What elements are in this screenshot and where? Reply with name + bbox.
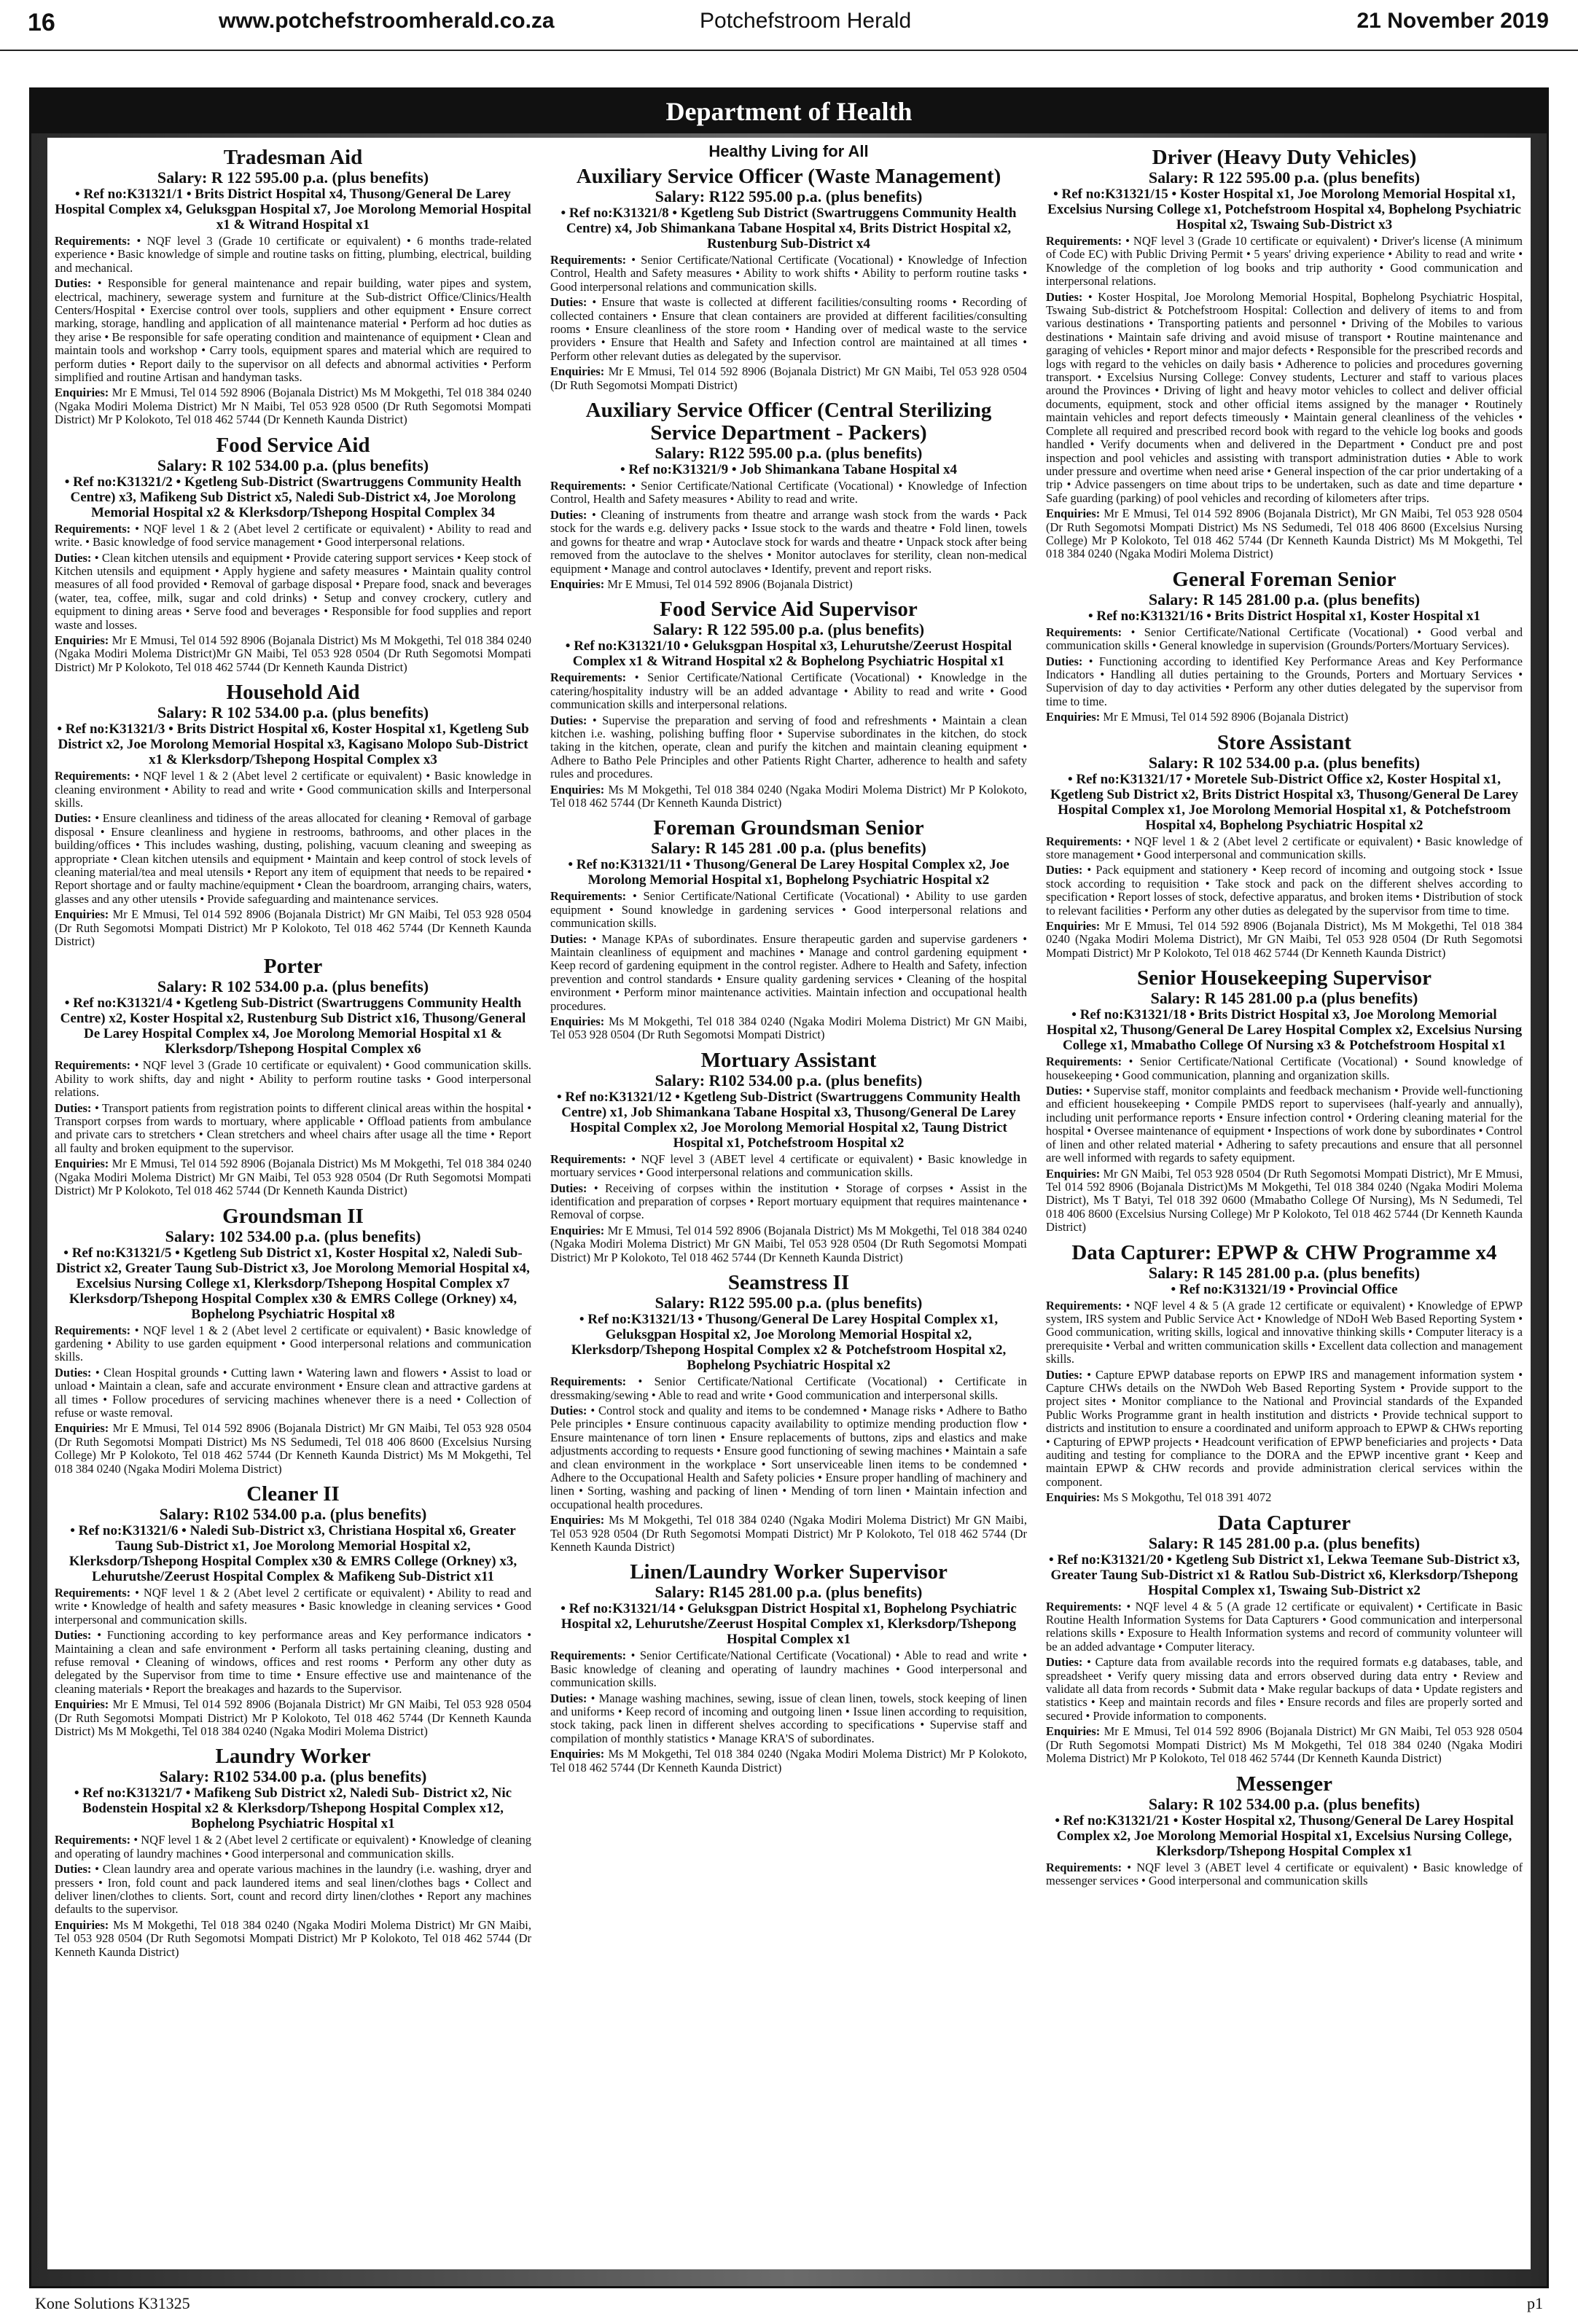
job-requirements bbox=[55, 770, 531, 810]
job-duties-label: Duties: bbox=[550, 1403, 591, 1417]
job-title: Data Capturer bbox=[1217, 1511, 1351, 1535]
job-reference: • Ref no:K31321/13 • Thusong/General De Larey Hospital Complex x1, Geluksgpan Hospital x2, Joe Morolong Memorial Hospital x2, Klerksdorp/Tshepong Hospital Complex x2 & Potchefstroom Hospital x2, Bophelong Psychiatric Hospital x2 bbox=[571, 1312, 1007, 1374]
job-enquiries-label: Enquiries: bbox=[550, 576, 608, 591]
job-duties-text: • Transport patients from registration points to different clinical areas within the hospital • Transport corpses from wards to mortuary, where applicable • Offload patients from ambulance and private cars to stretchers • Clean stretchers and wheel chairs after usage all the time • Report all faulty and broken equipment to the supervisor. bbox=[55, 1100, 531, 1155]
job-enquiries-label: Enquiries: bbox=[550, 1014, 609, 1029]
job-reference: • Ref no:K31321/1 • Brits District Hospital x4, Thusong/General De Larey Hospital Complex x4, Geluksgpan Hospital x7, Joe Morolong Memorial Hospital x1 & Witrand Hospital x1 bbox=[55, 187, 531, 232]
job-requirements bbox=[1046, 835, 1523, 862]
job-enquiries-label: Enquiries: bbox=[1046, 1166, 1104, 1181]
job-enquiries-text: Ms M Mokgethi, Tel 018 384 0240 (Ngaka Modiri Molema District) Mr GN Maibi, Tel 053 928 0504 (Dr Ruth Segomotsi Mompati District) Mr P Kolokoto, Tel 018 462 5744 (Dr Kenneth Kaunda District) bbox=[55, 1917, 531, 1959]
job-duties-label: Duties: bbox=[1046, 1084, 1086, 1098]
job-requirements bbox=[55, 523, 531, 549]
job-duties bbox=[1046, 655, 1523, 709]
job-title: Laundry Worker bbox=[215, 1745, 371, 1769]
job-requirements-text: • Senior Certificate/National Certificate (Vocational) • Knowledge of Infection Control, Health and Safety measures • Ability to read and write. bbox=[550, 479, 1027, 506]
job-duties-text: • Control stock and quality and items to be condemned • Manage risks • Adhere to Batho Pele principles • Ensure continuous capacity availability to optimize mending production flow • Ensure maintenance of torn linen • Ensure replacements of buttons, zips and elastics and make adjustments according to requests • Ensure good functioning of sewing machines • Maintain a safe and clean environment in the workplace • Sort unserviceable linen items to be condemned • Adhere to the Occupational Health and Safety policies • Ensure proper handling of machinery and linen • Sorting, washing and packing of linen • Mending of torn linen • Maintain infection and occupational health procedures. bbox=[550, 1403, 1027, 1511]
column-1 bbox=[55, 142, 531, 2264]
job-enquiries-text: Mr E Mmusi, Tel 014 592 8906 (Bojanala District), Ms M Mokgethi, Tel 018 384 0240 (Ngaka Modiri Molema District), Mr GN Maibi, Tel 053 928 0504 (Dr Ruth Segomotsi Mompati District) Mr P Kolokoto, Tel 018 462 5744 (Dr Kenneth Kaunda District) bbox=[1046, 919, 1523, 960]
job-reference: • Ref no:K31321/20 • Kgetleng Sub District x1, Lekwa Teemane Sub-District x3, Greater Taung Sub-District x1 & Ratlou Sub-District x6, Klerksdorp/Tshepong Hospital Complex x1, Tswaing Sub-District x2 bbox=[1048, 1552, 1520, 1598]
job-requirements-label: Requirements: bbox=[55, 521, 136, 536]
job-listing bbox=[550, 1272, 1027, 1554]
job-enquiries-label: Enquiries: bbox=[550, 1747, 609, 1761]
job-requirements bbox=[550, 1649, 1027, 1689]
job-duties bbox=[1046, 1656, 1523, 1723]
job-reference: • Ref no:K31321/7 • Mafikeng Sub District x2, Naledi Sub- District x2, Nic Bodenstein Hospital x2 & Klerksdorp/Tshepong Hospital Complex x12, Bophelong Psychiatric Hospital x1 bbox=[74, 1785, 512, 1832]
job-reference: • Ref no:K31321/4 • Kgetleng Sub-District (Swartruggens Community Health Centre) x2, Koster Hospital x2, Rustenburg Sub District x16, Thusong/General De Larey Hospital Complex x4, Joe Morolong Memorial Hospital x1 & Klerksdorp/Tshepong Hospital Complex x6 bbox=[60, 995, 526, 1057]
job-enquiries-text: Mr E Mmusi, Tel 014 592 8906 (Bojanala District) Ms M Mokgethi, Tel 018 384 0240 (Ngaka Modiri Molema District) Mr GN Maibi, Tel 053 928 0504 (Dr Ruth Segomotsi Mompati District) Mr P Kolokoto, Tel 018 462 5744 (Dr Kenneth Kaunda District) bbox=[55, 1157, 531, 1198]
job-enquiries-label: Enquiries: bbox=[1046, 919, 1105, 934]
job-requirements-text: • Senior Certificate/National Certificate (Vocational) • Good verbal and communication skills • General knowledge in supervision (Grounds/Porters/Mortuary Services). bbox=[1046, 625, 1523, 653]
job-requirements-text: • NQF level 1 & 2 (Abet level 2 certificate or equivalent) • Basic knowledge in cleaning environment • Ability to read and write • Good communication skills and Interpersonal skills. bbox=[55, 769, 531, 810]
job-listing bbox=[550, 1561, 1027, 1775]
job-duties bbox=[1046, 864, 1523, 918]
job-requirements-text: • NQF level 3 (Grade 10 certificate or equivalent) • Good communication skills. Ability to work shifts, day and night • Ability to perform routine tasks • Good interpersonal relations. bbox=[55, 1058, 531, 1100]
job-salary: Salary: R122 595.00 p.a. (plus benefits) bbox=[655, 1294, 923, 1312]
job-title: Auxiliary Service Officer (Central Sterilizing Service Department - Packers) bbox=[585, 399, 992, 445]
job-enquiries-text: Ms M Mokgethi, Tel 018 384 0240 (Ngaka Modiri Molema District) Mr GN Maibi, Tel 053 928 0504 (Dr Ruth Segomotsi Mompati District) Mr P Kolokoto, Tel 018 462 5744 (Dr Kenneth Kaunda District) bbox=[550, 1513, 1027, 1554]
job-requirements-text: • Senior Certificate/National Certificate (Vocational) • Sound knowledge of housekeeping • Good communication, planning and organization skills. bbox=[1046, 1055, 1523, 1082]
job-enquiries bbox=[1046, 1167, 1523, 1235]
job-enquiries-text: Mr E Mmusi, Tel 014 592 8906 (Bojanala District) bbox=[607, 576, 853, 591]
job-enquiries-text: Mr E Mmusi, Tel 014 592 8906 (Bojanala District) bbox=[1103, 710, 1348, 724]
job-duties bbox=[55, 1863, 531, 1917]
job-enquiries-text: Ms M Mokgethi, Tel 018 384 0240 (Ngaka Modiri Molema District) Mr GN Maibi, Tel 053 928 0504 (Dr Ruth Segomotsi Mompati District) bbox=[550, 1014, 1027, 1042]
job-requirements-label: Requirements: bbox=[550, 479, 632, 493]
job-title: General Foreman Senior bbox=[1172, 567, 1397, 591]
job-salary: Salary: R 145 281.00 p.a. (plus benefits) bbox=[1148, 1263, 1421, 1282]
job-salary: Salary: R 102 534.00 p.a. (plus benefits) bbox=[157, 455, 429, 474]
job-salary: Salary: R122 595.00 p.a. (plus benefits) bbox=[655, 444, 923, 463]
job-duties bbox=[550, 296, 1027, 363]
job-requirements-label: Requirements: bbox=[55, 1058, 135, 1073]
job-requirements bbox=[1046, 1600, 1523, 1654]
job-title: Seamstress II bbox=[727, 1271, 850, 1295]
job-requirements-label: Requirements: bbox=[550, 1151, 632, 1166]
job-reference: • Ref no:K31321/17 • Moretele Sub-District Office x2, Koster Hospital x1, Kgetleng Sub District x2, Brits District Hospital x3, Thusong/General De Larey Hospital Complex x1, Joe Morolong Memorial Hospital x1, & Potchefstroom Hospital x4, Bophelong Psychiatric Hospital x2 bbox=[1050, 771, 1519, 833]
job-duties bbox=[55, 812, 531, 906]
job-enquiries-label: Enquiries: bbox=[1046, 506, 1104, 521]
agency-credit: Kone Solutions K31325 bbox=[35, 2294, 190, 2312]
job-requirements-text: • NQF level 1 & 2 (Abet level 2 certificate or equivalent) • Basic knowledge of store management • Good interpersonal and communication skills. bbox=[1046, 834, 1523, 861]
job-enquiries-label: Enquiries: bbox=[55, 1697, 113, 1712]
job-listing bbox=[55, 1483, 531, 1738]
job-reference: • Ref no:K31321/18 • Brits District Hospital x3, Joe Morolong Memorial Hospital x2, Thusong/General De Larey Hospital Complex x2, Excelsius Nursing College x1, Mmabatho College Of Nursing x3 & Potchefstroom Hospital x1 bbox=[1046, 1007, 1523, 1054]
job-enquiries-label: Enquiries: bbox=[55, 907, 113, 922]
job-title: Food Service Aid bbox=[216, 433, 370, 457]
job-duties-text: • Supervise staff, monitor complaints and feedback mechanism • Provide well-functioning and efficient housekeeping • Compile PMDS report to supervisees (half-yearly and annually), including unit performance reports • Ensure infection control • Ordering cleaning material for the hospital • Oversee maintenance of equipment • Inspections of work done by subordinates • Control of linen and other related material • Adhering to safety precautions and ensure that all personnel are well informed with regards to safety equipment. bbox=[1046, 1084, 1523, 1165]
job-duties-label: Duties: bbox=[550, 1181, 594, 1195]
job-enquiries bbox=[55, 1422, 531, 1476]
job-title: Data Capturer: EPWP & CHW Programme x4 bbox=[1071, 1240, 1497, 1264]
job-enquiries-label: Enquiries: bbox=[55, 386, 112, 400]
job-requirements-label: Requirements: bbox=[1046, 834, 1126, 848]
job-enquiries bbox=[1046, 1725, 1523, 1765]
website-url[interactable]: www.potchefstroomherald.co.za bbox=[219, 9, 555, 33]
job-requirements bbox=[55, 1059, 531, 1099]
job-salary: Salary: R145 281.00 p.a. (plus benefits) bbox=[655, 1583, 923, 1602]
job-reference: • Ref no:K31321/14 • Geluksgpan District Hospital x1, Bophelong Psychiatric Hospital x2, Lehurutshe/Zeerust Hospital Complex x1, Klerksdorp/Tshepong Hospital Complex x1 bbox=[560, 1601, 1017, 1648]
job-salary: Salary: R 145 281 .00 p.a. (plus benefits) bbox=[651, 839, 926, 858]
job-duties-text: • Supervise the preparation and serving of food and refreshments • Maintain a clean kitchen i.e. washing, polishing buffing floor • Supervise subordinates in the kitchen, do stock taking in the kitchen, operate, clean and purify the kitchen and maintain cleaning equipment • Adhere to Batho Pele Principles and other Patients Right Charter, adherence to health and safety rules and procedures. bbox=[550, 713, 1027, 781]
job-duties-label: Duties: bbox=[55, 1628, 98, 1643]
job-enquiries-label: Enquiries: bbox=[1046, 1724, 1104, 1739]
job-title: Messenger bbox=[1235, 1772, 1333, 1796]
job-salary: Salary: R 102 534.00 p.a. (plus benefits) bbox=[1148, 1794, 1421, 1813]
job-reference: • Ref no:K31321/6 • Naledi Sub-District x3, Christiana Hospital x6, Greater Taung Sub-District x1, Joe Morolong Memorial Hospital x2, Klerksdorp/Tshepong Hospital Complex x30 & EMRS College (Orkney) x3, Lehurutshe/Zeerust Hospital Complex & Mafikeng Sub-District x11 bbox=[69, 1522, 517, 1584]
job-duties-text: • Ensure cleanliness and tidiness of the areas allocated for cleaning • Removal of garbage disposal • Ensure cleanliness and hygiene in restrooms, bathrooms, and other places in the building/offices • This includes washing, dusting, polishing, vacuum cleaning and sweeping as appropriate • Clean kitchen utensils and equipment • Maintain and keep control of stock levels of cleaning material/tea and meal utensils • Report any item of equipment that needs to be repaired • Report shortage and or faulty machine/equipment • Clean the boardroom, arranging chairs, waters, glasses and any other utensils • Provide safeguarding and maintenance services. bbox=[55, 811, 531, 906]
job-salary: Salary: R 122 595.00 p.a. (plus benefits) bbox=[652, 620, 925, 639]
job-duties-text: • Ensure that waste is collected at different facilities/consulting rooms • Recording of collected containers • Ensure that clean containers are provided at different facilities/consulting rooms • Ensure cleanliness of the store room • Handing over of medical waste to the service providers • Ensure that Health and Safety and Infection control are maintained at all times • Perform other relevant duties as delegated by the supervisor. bbox=[550, 295, 1027, 363]
job-requirements-text: • NQF level 3 (ABET level 4 certificate or equivalent) • Basic knowledge of messenger services • Good interpersonal and communication skills bbox=[1046, 1860, 1523, 1887]
job-enquiries bbox=[55, 386, 531, 426]
job-enquiries bbox=[550, 1514, 1027, 1554]
job-enquiries-text: Mr E Mmusi, Tel 014 592 8906 (Bojanala District) Mr GN Maibi, Tel 053 928 0504 (Dr Ruth Segomotsi Mompati District) Mr P Kolokoto, Tel 018 462 5744 (Dr Kenneth Kaunda District) Ms M Mokgethi, Tel 018 384 0240 (Ngaka Modiri Molema District) bbox=[55, 1697, 531, 1739]
job-duties-text: • Manage washing machines, sewing, issue of clean linen, towels, stock keeping of linen and uniforms • Keep record of incoming and outgoing linen • Issue linen according to requisition, stock taking, pack linen in different shelves according to specifications • Supervise staff and compilation of monthly statistics • Manage KRA'S of subordinates. bbox=[550, 1691, 1027, 1745]
job-requirements bbox=[55, 1324, 531, 1364]
job-listing bbox=[1046, 146, 1523, 561]
job-title: Senior Housekeeping Supervisor bbox=[1137, 966, 1431, 990]
job-title: Store Assistant bbox=[1217, 730, 1351, 754]
job-title: Porter bbox=[263, 955, 323, 979]
page-marker: p1 bbox=[1527, 2294, 1543, 2312]
job-listing bbox=[550, 165, 1027, 392]
job-duties-label: Duties: bbox=[550, 507, 593, 522]
job-duties bbox=[55, 1629, 531, 1696]
job-listing bbox=[55, 1745, 531, 1959]
job-duties-label: Duties: bbox=[1046, 1655, 1087, 1670]
job-duties-text: • Clean Hospital grounds • Cutting lawn • Watering lawn and flowers • Assist to load or unload • Maintain a clean, safe and accurate environment • Ensure clean and attractive gardens at all times • Follow procedures of servicing machines whenever there is a need • Collection of refuse or waste removal. bbox=[55, 1365, 531, 1420]
job-title: Mortuary Assistant bbox=[700, 1048, 877, 1072]
job-duties-label: Duties: bbox=[1046, 863, 1087, 877]
issue-date: 21 November 2019 bbox=[1356, 9, 1549, 33]
job-duties-label: Duties: bbox=[55, 550, 95, 565]
job-reference: • Ref no:K31321/2 • Kgetleng Sub-District (Swartruggens Community Health Centre) x3, Mafikeng Sub District x5, Naledi Sub-District x4, Joe Morolong Memorial Hospital x2 & Klerksdorp/Tshepong Hospital Complex 34 bbox=[64, 474, 522, 520]
job-enquiries-text: Mr E Mmusi, Tel 014 592 8906 (Bojanala District) Mr GN Maibi, Tel 053 928 0504 (Dr Ruth Segomotsi Mompati District) bbox=[550, 364, 1027, 392]
page-footer bbox=[29, 2288, 1549, 2317]
job-requirements bbox=[1046, 235, 1523, 289]
page-masthead bbox=[0, 0, 1578, 51]
job-duties-label: Duties: bbox=[550, 1691, 591, 1705]
job-listing bbox=[550, 598, 1027, 810]
job-requirements-label: Requirements: bbox=[550, 670, 635, 685]
job-requirements-label: Requirements: bbox=[55, 1323, 135, 1337]
job-enquiries-text: Ms M Mokgethi, Tel 018 384 0240 (Ngaka Modiri Molema District) Mr P Kolokoto, Tel 018 462 5744 (Dr Kenneth Kaunda District) bbox=[550, 782, 1027, 810]
job-requirements bbox=[550, 890, 1027, 930]
job-requirements bbox=[55, 1586, 531, 1627]
department-banner: Department of Health bbox=[31, 90, 1547, 133]
job-duties-label: Duties: bbox=[55, 1365, 95, 1380]
job-duties-label: Duties: bbox=[550, 713, 593, 727]
job-requirements-label: Requirements: bbox=[550, 253, 632, 267]
job-requirements-label: Requirements: bbox=[55, 234, 137, 248]
job-duties bbox=[55, 277, 531, 384]
job-enquiries-label: Enquiries: bbox=[55, 1157, 112, 1171]
job-title: Tradesman Aid bbox=[223, 146, 363, 169]
job-enquiries bbox=[550, 578, 1027, 591]
job-listing bbox=[1046, 967, 1523, 1234]
job-requirements bbox=[550, 1153, 1027, 1180]
job-requirements-text: • Senior Certificate/National Certificate (Vocational) • Ability to use garden equipment • Sound knowledge in gardening services • Good interpersonal relations and communication skills. bbox=[550, 889, 1027, 931]
job-reference: • Ref no:K31321/19 • Provincial Office bbox=[1171, 1281, 1398, 1297]
job-duties-text: • Capture EPWP database reports on EPWP IRS and management information system • Capture CHWs details on the NWDoh Web Based Reporting System • Provide support to the project sites • Monitor compliance to the National and Provincial standards of the Expanded Public Works Programme grant in health institution and districts • Provide technical support to districts and institution to ensure a coordinated and uniform approach to EPWP & CHWs reporting • Capturing of EPWP projects • Headcount verification of EPWP beneficiaries and projects • Data auditing and testing for compliance to the DORA and the EPWP incentive grant • Keep and maintain EPWP & CHW records and provide administration clerical services within the component. bbox=[1046, 1367, 1523, 1489]
job-salary: Salary: R102 534.00 p.a. (plus benefits) bbox=[655, 1071, 923, 1089]
job-duties bbox=[550, 1182, 1027, 1222]
job-listing bbox=[1046, 732, 1523, 960]
job-duties bbox=[1046, 1369, 1523, 1490]
job-duties-label: Duties: bbox=[550, 295, 593, 310]
job-requirements-text: • Senior Certificate/National Certificate (Vocational) • Knowledge of Infection Control, Health and Safety measures • Ability to work shifts • Ability to perform routine tasks • Good interpersonal relations and communication skills. bbox=[550, 253, 1027, 294]
job-duties-text: • Clean laundry area and operate various machines in the laundry (i.e. washing, dryer and pressers • Iron, fold count and pack laundered items and seal linen/clothes bags • Collect and deliver linen/clothes to clients. Sort, count and record dirty linen/clothes • Report any machines defaults to the supervisor. bbox=[55, 1862, 531, 1917]
job-enquiries bbox=[550, 1224, 1027, 1264]
job-enquiries-label: Enquiries: bbox=[550, 1513, 609, 1527]
job-duties-label: Duties: bbox=[55, 276, 98, 291]
job-listing bbox=[55, 434, 531, 674]
job-duties-label: Duties: bbox=[1046, 654, 1089, 668]
job-title: Cleaner II bbox=[246, 1482, 340, 1506]
job-requirements-text: • Senior Certificate/National Certificate (Vocational) • Knowledge in the catering/hospitality industry will be an added advantage • Ability to read and write • Good communication skills and interpersonal relations. bbox=[550, 670, 1027, 712]
job-title: Driver (Heavy Duty Vehicles) bbox=[1152, 146, 1417, 169]
job-reference: • Ref no:K31321/9 • Job Shimankana Tabane Hospital x4 bbox=[620, 462, 958, 478]
job-enquiries bbox=[55, 634, 531, 674]
job-requirements-label: Requirements: bbox=[55, 769, 135, 783]
job-title: Household Aid bbox=[226, 681, 360, 705]
job-listing bbox=[550, 817, 1027, 1041]
job-reference: • Ref no:K31321/10 • Geluksgpan Hospital x3, Lehurutshe/Zeerust Hospital Complex x1 & Witrand Hospital x2 & Bophelong Psychiatric Hospital x1 bbox=[565, 638, 1012, 670]
job-enquiries-label: Enquiries: bbox=[550, 1223, 608, 1237]
job-requirements-text: • NQF level 3 (ABET level 4 certificate or equivalent) • Basic knowledge in mortuary services • Good interpersonal relations and communication skills. bbox=[550, 1151, 1027, 1180]
job-salary: Salary: R 102 534.00 p.a. (plus benefits) bbox=[157, 977, 429, 996]
job-enquiries-text: Mr GN Maibi, Tel 053 928 0504 (Dr Ruth Segomotsi Mompati District), Mr E Mmusi, Tel 014 592 8906 (Bojanala District)Ms M Mokgethi, Tel 018 384 0240 (Ngaka Modiri Molema District), Ms T Batyi, Tel 018 392 0600 (Mmabatho College Of Nursing), Ms N Sedumedi, Tel 018 406 8600 (Excelsius Nursing College) Mr P Kolokoto, Tel 018 462 5744 (Dr Kenneth Kaunda District) bbox=[1046, 1166, 1523, 1235]
job-salary: Salary: R 122 595.00 p.a. (plus benefits) bbox=[1148, 168, 1421, 187]
job-requirements-text: • NQF level 3 (Grade 10 certificate or equivalent) • 6 months trade-related experience • Basic knowledge of simple and routine tasks on fitting, plumbing, electrical, building and mechanical. bbox=[55, 234, 531, 275]
job-reference: • Ref no:K31321/21 • Koster Hospital x2, Thusong/General De Larey Hospital Complex x2, Joe Morolong Memorial Hospital x1, Excelsius Nursing College, Klerksdorp/Tshepong Hospital Complex x1 bbox=[1055, 1812, 1514, 1859]
job-duties-text: • Pack equipment and stationery • Keep record of incoming and outgoing stock • Issue stock according to requisition • Take stock and pack on the different shelves according to specification • Report losses of stock, defective apparatus, and broken items • Distribution of stock to relevant facilities • Perform any other duties as delegated by the supervisor from time to time. bbox=[1046, 863, 1523, 918]
job-duties-text: • Manage KPAs of subordinates. Ensure therapeutic garden and supervise gardeners • Maintain cleanliness of equipment and machines • Manage and control gardening equipment • Keep record of gardening equipment in the control register. Adhere to Health and Safety, infection prevention and control standards • Ensure quality gardening services • Cleaning of the hospital environment • Perform minor maintenance activities. Maintain infection and occupational health procedures. bbox=[550, 931, 1027, 1013]
job-title: Linen/Laundry Worker Supervisor bbox=[630, 1560, 948, 1584]
job-requirements-text: • NQF level 1 & 2 (Abet level 2 certificate or equivalent) • Knowledge of cleaning and operating of laundry machines • Good interpersonal and communication skills. bbox=[55, 1833, 531, 1861]
job-enquiries bbox=[1046, 711, 1523, 724]
job-listing bbox=[55, 1205, 531, 1476]
job-duties-text: • Responsible for general maintenance and repair building, water pipes and system, electrical, machinery, sewerage system and furniture at the Sub-district Office/Clinics/Health Centers/Hospital • Exercise control over tools, suppliers and other equipment • Ensure correct marking, storage, handling and application of all maintenance material • Perform ad hoc duties as they arise • Be responsible for safe operating condition and maintenance of equipment • Clean and maintain tools and workshop • Carry tools, equipment spares and material which are required to perform duties • Report daily to the supervisor on all defects and abnormal activities • Perform simplified and routine Artisan and handyman tasks. bbox=[55, 276, 531, 385]
job-enquiries bbox=[1046, 920, 1523, 960]
job-duties-label: Duties: bbox=[55, 1862, 95, 1877]
job-enquiries-text: Ms S Mokgothu, Tel 018 391 4072 bbox=[1103, 1490, 1272, 1505]
job-title: Auxiliary Service Officer (Waste Management) bbox=[576, 165, 1001, 188]
job-duties bbox=[550, 1404, 1027, 1511]
job-listing bbox=[1046, 568, 1523, 724]
job-salary: Salary: R122 595.00 p.a. (plus benefits) bbox=[655, 187, 923, 206]
job-duties-label: Duties: bbox=[55, 811, 95, 826]
job-requirements-text: • NQF level 1 & 2 (Abet level 2 certificate or equivalent) • Ability to read and write. • Basic knowledge of food service management • Good interpersonal relations. bbox=[55, 521, 531, 549]
job-salary: Salary: R 145 281.00 p.a. (plus benefits) bbox=[1148, 590, 1421, 609]
job-requirements bbox=[1046, 1055, 1523, 1082]
job-duties bbox=[55, 552, 531, 632]
job-enquiries-text: Mr E Mmusi, Tel 014 592 8906 (Bojanala District) Ms M Mokgethi, Tel 018 384 0240 (Ngaka Modiri Molema District)Mr GN Maibi, Tel 053 928 0504 (Dr Ruth Segomotsi Mompati District) Mr P Kolokoto, Tel 018 462 5744 (Dr Kenneth Kaunda District) bbox=[55, 633, 531, 674]
job-enquiries-text: Mr E Mmusi, Tel 014 592 8906 (Bojanala District) Mr GN Maibi, Tel 053 928 0504 (Dr Ruth Segomotsi Mompati District) Ms NS Sedumedi, Tel 018 406 8600 (Excelsius Nursing College) Mr P Kolokoto, Tel 018 462 5744 (Dr Kenneth Kaunda District) Ms M Mokgethi, Tel 018 384 0240 (Ngaka Modiri Molema District) bbox=[55, 1421, 531, 1476]
job-enquiries-text: Mr E Mmusi, Tel 014 592 8906 (Bojanala District) Ms M Mokgethi, Tel 018 384 0240 (Ngaka Modiri Molema District) Mr GN Maibi, Tel 053 928 0504 (Dr Ruth Segomotsi Mompati District) Mr P Kolokoto, Tel 018 462 5744 (Dr Kenneth Kaunda District) bbox=[550, 1223, 1027, 1264]
job-duties bbox=[1046, 291, 1523, 506]
job-duties bbox=[550, 1692, 1027, 1746]
job-listing bbox=[55, 955, 531, 1197]
job-requirements-text: • NQF level 4 & 5 (A grade 12 certificate or equivalent) • Certificate in Basic Routine Health Information Systems for Data Capturers • Good communication and interpersonal relations skills • Exposure to Health Information systems and record of community volunteer will be an added advantage • Computer literacy. bbox=[1046, 1599, 1523, 1654]
job-enquiries bbox=[55, 1157, 531, 1197]
job-requirements-label: Requirements: bbox=[550, 1648, 631, 1663]
job-requirements bbox=[550, 1375, 1027, 1402]
job-title: Groundsman II bbox=[222, 1204, 364, 1228]
job-salary: Salary: R102 534.00 p.a. (plus benefits) bbox=[159, 1504, 427, 1523]
job-duties-text: • Cleaning of instruments from theatre and arrange wash stock from the wards • Pack stock for the wards e.g. delivery packs • Issue stock to the wards and theatre • Fold linen, towels and gowns for theatre and wrap • Autoclave stock for wards and theatre • Unpack stock after being removed from the autoclave to the shelves • Monitor autoclaves for sterility, clean non-medical equipment • Manage and control autoclaves • Identify, prevent and report risks. bbox=[550, 507, 1027, 576]
job-reference: • Ref no:K31321/15 • Koster Hospital x1, Joe Morolong Memorial Hospital x1, Excelsius Nursing College x1, Potchefstroom Hospital x4, Bophelong Psychiatric Hospital x2, Tswaing Sub-District x3 bbox=[1047, 187, 1521, 232]
job-requirements bbox=[1046, 626, 1523, 653]
job-duties-text: • Koster Hospital, Joe Morolong Memorial Hospital, Bophelong Psychiatric Hospital, Tswaing Sub-district & Potchefstroom Hospital: Collection and delivery of items to and from various destinations • Transporting patients and personnel • Driving of the Mobiles to various destinations • Maintain safe driving and avoid misuse of transport • Routine maintenance and garaging of vehicles • Report minor and major defects • Responsible for the prescribed records and logs with regard to the vehicles on daily basis • Adherence to policies and procedures governing transport. • Excelsius Nursing College: Convey students, Lecturer and staff to various places around the Provinces • Driving of light and heavy motor vehicles to collect and deliver official documents, equipment, stock and other official items assigned by the manager • Routinely maintain vehicles and report defects timeously • Maintain general cleanliness of the vehicles • Complete all required and prescribed record book with regard to the vehicle log books and goods handled • Verify documents when and delivered in the Department • Conduct pre and post inspection and pool vehicles and assisting with transport administration duties • Able to work under pressure and overtime when need arise • General inspection of the car prior undertaking of a trip • Advice passengers on time about trips to be undertaken, such as date and time departure • Safe guarding (parking) of pool vehicles and recording of kilometers after trips. bbox=[1046, 289, 1523, 505]
job-reference: • Ref no:K31321/3 • Brits District Hospital x6, Koster Hospital x1, Kgetleng Sub District x2, Joe Morolong Memorial Hospital x3, Kagisano Molopo Sub-District x1 & Klerksdorp/Tshepong Hospital Complex x3 bbox=[57, 721, 529, 768]
job-listing bbox=[1046, 1242, 1523, 1505]
job-requirements bbox=[550, 480, 1027, 506]
job-requirements bbox=[55, 1834, 531, 1861]
job-duties bbox=[550, 933, 1027, 1013]
job-requirements-label: Requirements: bbox=[55, 1833, 134, 1847]
page-number: 16 bbox=[28, 9, 55, 36]
newspaper-name: Potchefstroom Herald bbox=[700, 9, 912, 33]
job-reference: • Ref no:K31321/11 • Thusong/General De Larey Hospital Complex x2, Joe Morolong Memorial Hospital x1, Bophelong Psychiatric Hospital x2 bbox=[568, 857, 1009, 888]
job-duties bbox=[550, 509, 1027, 576]
job-listing bbox=[1046, 1773, 1523, 1888]
job-requirements bbox=[550, 254, 1027, 294]
job-title: Foreman Groundsman Senior bbox=[653, 816, 924, 840]
job-requirements-text: • Senior Certificate/National Certificate (Vocational) • Certificate in dressmaking/sewing • Able to read and write • Good communication and interpersonal skills. bbox=[550, 1374, 1027, 1402]
slogan: Healthy Living for All bbox=[708, 142, 869, 160]
job-listing bbox=[550, 399, 1027, 591]
job-enquiries-label: Enquiries: bbox=[55, 1421, 113, 1436]
job-enquiries bbox=[550, 365, 1027, 392]
job-requirements-label: Requirements: bbox=[1046, 1860, 1128, 1874]
job-enquiries-text: Ms M Mokgethi, Tel 018 384 0240 (Ngaka Modiri Molema District) Mr P Kolokoto, Tel 018 462 5744 (Dr Kenneth Kaunda District) bbox=[550, 1747, 1027, 1775]
job-requirements-label: Requirements: bbox=[550, 889, 633, 904]
job-listing bbox=[55, 146, 531, 427]
job-requirements-text: • NQF level 1 & 2 (Abet level 2 certificate or equivalent) • Basic knowledge of gardening • Ability to use garden equipment • Good interpersonal relations and communication skills. bbox=[55, 1323, 531, 1364]
job-requirements bbox=[1046, 1861, 1523, 1888]
job-requirements-label: Requirements: bbox=[550, 1374, 638, 1389]
job-enquiries-text: Mr E Mmusi, Tel 014 592 8906 (Bojanala District) Mr GN Maibi, Tel 053 928 0504 (Dr Ruth Segomotsi Mompati District) Mr P Kolokoto, Tel 018 462 5744 (Dr Kenneth Kaunda District) bbox=[55, 907, 531, 949]
job-requirements-text: • Senior Certificate/National Certificate (Vocational) • Able to read and write • Basic knowledge of cleaning and operating of laundry machines • Good interpersonal and communication skills. bbox=[550, 1648, 1027, 1690]
job-reference: • Ref no:K31321/8 • Kgetleng Sub District (Swartruggens Community Health Centre) x4, Job Shimankana Tabane Hospital x4, Brits District Hospital x2, Rustenburg Sub-District x4 bbox=[560, 206, 1017, 251]
job-duties bbox=[55, 1102, 531, 1156]
job-duties bbox=[550, 714, 1027, 781]
job-duties-text: • Functioning according to key performance areas and Key performance indicators • Maintaining a clean and safe environment • Perform all tasks pertaining cleaning, dusting and refuse removal • Cleaning of windows, offices and rest rooms • Perform any other duty as delegated by the Supervisor from time to time • Ensure effective use and maintenance of the cleaning materials • Report the breakages and hazards to the Supervisor. bbox=[55, 1628, 531, 1696]
job-salary: Salary: R 145 281.00 p.a (plus benefits) bbox=[1150, 989, 1418, 1008]
job-enquiries bbox=[1046, 507, 1523, 561]
job-duties-text: • Receiving of corpses within the institution • Storage of corpses • Assist in the identification and preparation of corpses • Report mortuary equipment that requires maintenance • Removal of corpse. bbox=[550, 1181, 1027, 1222]
job-salary: Salary: R 102 534.00 p.a. (plus benefits) bbox=[1148, 753, 1421, 772]
job-listing bbox=[550, 1049, 1027, 1264]
job-duties-label: Duties: bbox=[550, 931, 593, 946]
job-enquiries-text: Mr E Mmusi, Tel 014 592 8906 (Bojanala District) Ms M Mokgethi, Tel 018 384 0240 (Ngaka Modiri Molema District) Mr N Maibi, Tel 053 928 0500 (Dr Ruth Segomotsi Mompati District) Mr P Kolokoto, Tel 018 462 5744 (Dr Kenneth Kaunda District) bbox=[55, 386, 531, 427]
job-enquiries-label: Enquiries: bbox=[550, 782, 609, 797]
job-duties-text: • Clean kitchen utensils and equipment • Provide catering support services • Keep stock of Kitchen utensils and equipment • Apply hygiene and safety measures • Maintain quality control measures of all food provided • Removal of garbage disposal • Prepare food, snack and beverages (water, tea, coffee, milk, sugar and cold drinks) • Setup and convey crockery, cutlery and equipment to dining areas • Serve food and beverages • Responsible for food supplies and report waste and losses. bbox=[55, 550, 531, 632]
advert-frame bbox=[29, 87, 1549, 2288]
job-enquiries bbox=[550, 1748, 1027, 1775]
job-requirements-label: Requirements: bbox=[1046, 1055, 1129, 1069]
job-duties-label: Duties: bbox=[55, 1100, 95, 1115]
job-enquiries-label: Enquiries: bbox=[550, 364, 609, 379]
job-requirements-text: • NQF level 4 & 5 (A grade 12 certificate or equivalent) • Knowledge of EPWP system, IRS system and Public Service Act • Knowledge of NDoH Web Based Reporting System • Good communication, writing skills, logical and innovative thinking skills • Computer literacy is a prerequisite • Verbal and written communication skills • Excellent data collection and management skills. bbox=[1046, 1298, 1523, 1366]
job-enquiries bbox=[55, 908, 531, 948]
job-reference: • Ref no:K31321/12 • Kgetleng Sub-District (Swartruggens Community Health Centre) x1, Job Shimankana Tabane Hospital x3, Thusong/General De Larey Hospital Complex x2, Joe Morolong Memorial Hospital x2, Taung District Hospital x1, Potchefstroom Hospital x2 bbox=[556, 1089, 1021, 1151]
job-enquiries-label: Enquiries: bbox=[55, 1917, 114, 1932]
job-title: Food Service Aid Supervisor bbox=[660, 598, 918, 622]
job-duties-text: • Capture data from available records into the required formats e.g databases, table, and spreadsheet • Verify query missing data and errors observed during data entry • Review and validate all data from records • Submit data • Make regular backups of data • Update registers and statistics • Keep and maintain records and files • Ensure records and files are properly sorted and secured • Provide information to components. bbox=[1046, 1655, 1523, 1723]
job-requirements bbox=[550, 671, 1027, 711]
job-requirements-label: Requirements: bbox=[1046, 625, 1131, 639]
job-salary: Salary: R 122 595.00 p.a. (plus benefits) bbox=[157, 168, 429, 187]
job-salary: Salary: R102 534.00 p.a. (plus benefits) bbox=[159, 1767, 427, 1786]
job-enquiries-text: Mr E Mmusi, Tel 014 592 8906 (Bojanala District) Mr GN Maibi, Tel 053 928 0504 (Dr Ruth Segomotsi Mompati District) Ms M Mokgethi, Tel 018 384 0240 (Ngaka Modiri Molema District) Mr P Kolokoto, Tel 018 462 5744 (Dr Kenneth Kaunda District) bbox=[1046, 1724, 1523, 1766]
job-requirements-label: Requirements: bbox=[1046, 1298, 1126, 1312]
job-enquiries-label: Enquiries: bbox=[55, 633, 112, 647]
job-requirements bbox=[55, 235, 531, 275]
job-listing bbox=[55, 681, 531, 948]
job-requirements bbox=[1046, 1299, 1523, 1366]
job-enquiries bbox=[1046, 1491, 1523, 1504]
job-salary: Salary: 102 534.00 p.a. (plus benefits) bbox=[165, 1226, 421, 1245]
job-requirements-label: Requirements: bbox=[55, 1585, 136, 1600]
job-salary: Salary: R 145 281.00 p.a. (plus benefits) bbox=[1148, 1533, 1421, 1552]
column-3 bbox=[1046, 142, 1523, 2264]
job-requirements-label: Requirements: bbox=[1046, 234, 1126, 248]
job-enquiries-label: Enquiries: bbox=[1046, 1490, 1104, 1505]
job-duties-text: • Functioning according to identified Key Performance Areas and Key Performance Indicators • Handling all duties pertaining to the Grounds, Porters and Mortuary Services • Supervision of day to day activities • Perform any other duties delegated by the supervisor from time to time. bbox=[1046, 654, 1523, 708]
column-2 bbox=[550, 142, 1027, 2264]
advert-body bbox=[47, 138, 1531, 2269]
job-enquiries bbox=[55, 1698, 531, 1738]
job-duties bbox=[55, 1366, 531, 1420]
job-enquiries-text: Mr E Mmusi, Tel 014 592 8906 (Bojanala District), Mr GN Maibi, Tel 053 928 0504 (Dr Ruth Segomotsi Mompati District) Ms NS Sedumedi, Tel 018 406 8600 (Excelsius Nursing College) Mr P Kolokoto, Tel 018 462 5744 (Dr Kenneth Kaunda District) Ms M Mokgethi, Tel 018 384 0240 (Ngaka Modiri Molema District) bbox=[1046, 506, 1523, 561]
job-duties-label: Duties: bbox=[1046, 1367, 1087, 1382]
job-requirements-text: • NQF level 1 & 2 (Abet level 2 certificate or equivalent) • Ability to read and write • Knowledge of health and safety measures • Basic knowledge in cleaning services • Good interpersonal and communication skills. bbox=[55, 1585, 531, 1627]
job-listing bbox=[1046, 1512, 1523, 1766]
job-reference: • Ref no:K31321/16 • Brits District Hospital x1, Koster Hospital x1 bbox=[1087, 608, 1481, 624]
job-requirements-text: • NQF level 3 (Grade 10 certificate or equivalent) • Driver's license (A minimum of Code EC) with Public Driving Permit • 5 years' driving experience • Ability to read and write • Knowledge of the completion of log books and trip authority • Good communication and interpersonal relations. bbox=[1046, 234, 1523, 289]
job-duties bbox=[1046, 1084, 1523, 1165]
job-requirements-label: Requirements: bbox=[1046, 1599, 1127, 1613]
job-duties-label: Duties: bbox=[1046, 289, 1088, 304]
job-enquiries bbox=[550, 783, 1027, 810]
job-enquiries-label: Enquiries: bbox=[1046, 710, 1104, 724]
job-enquiries bbox=[550, 1015, 1027, 1042]
job-enquiries bbox=[55, 1919, 531, 1959]
job-reference: • Ref no:K31321/5 • Kgetleng Sub District x1, Koster Hospital x2, Naledi Sub-District x2, Greater Taung Sub-District x3, Joe Morolong Memorial Hospital x4, Excelsius Nursing College x1, Klerksdorp/Tshepong Hospital Complex x7 Klerksdorp/Tshepong Hospital Complex x30 & EMRS College (Orkney) x4, Bophelong Psychiatric Hospital x8 bbox=[56, 1245, 530, 1322]
job-salary: Salary: R 102 534.00 p.a. (plus benefits) bbox=[157, 703, 429, 722]
